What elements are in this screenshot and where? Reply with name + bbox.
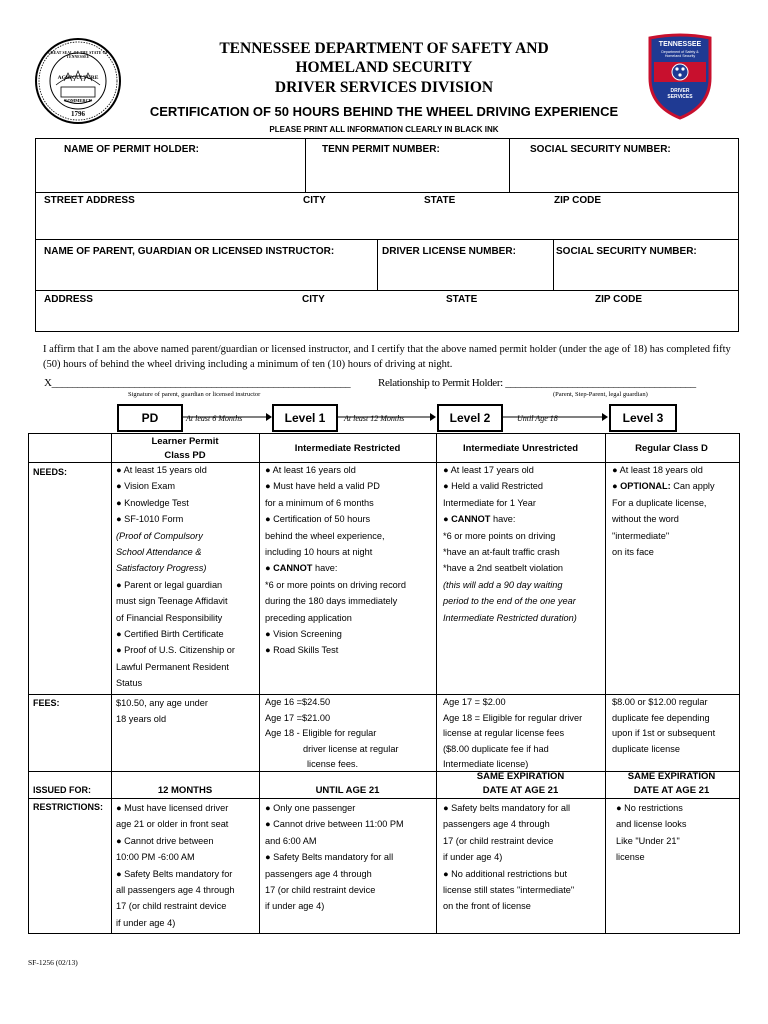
header-line-2: HOMELAND SECURITY [295,59,473,76]
arrow-label-1: At least 6 Months [186,414,243,423]
fees-intermediate-unrestricted: Age 17 = $2.00 Age 18 = Eligible for regular driver license at regular license fees ($8.00 duplicate fee if had Intermediate license) [443,697,583,769]
issued-learner-permit: 12 MONTHS [157,785,213,796]
ssn-field-2[interactable]: SOCIAL SECURITY NUMBER: [556,246,697,257]
header-regular-class-d: Regular Class D [635,443,708,454]
row-label-fees: FEES: [33,698,60,708]
tenn-permit-number-field[interactable]: TENN PERMIT NUMBER: [322,144,440,155]
zip-field-1[interactable]: ZIP CODE [554,195,602,206]
relationship-caption: (Parent, Step-Parent, legal guardian) [553,391,648,398]
restrictions-regular-class-d: ● No restrictions and license looks Like "Under 21" license [616,803,687,863]
seal-center-text: AGRICULTURE [57,75,99,81]
address-field[interactable]: ADDRESS [44,294,93,305]
header-line-3: DRIVER SERVICES DIVISION [274,79,494,96]
city-field-1[interactable]: CITY [303,195,326,206]
restrictions-intermediate-unrestricted: ● Safety belts mandatory for all passengers age 4 through 17 (or child restraint device if under age 4) ● No additional restrictions but license still states "intermediate" on the front of license [443,803,575,912]
fees-intermediate-restricted: Age 16 =$24.50 Age 17 =$21.00 Age 18 - Eligible for regular driver license at regular license fees. [265,697,399,769]
level-3-box: Level 3 [609,404,677,432]
affirmation-text: I affirm that I am the above named parent/guardian or licensed instructor, and I certify that the above named permit holder (under the age of 18) has completed fifty (50) hours of behind the wheel driving including a minimum of ten (10) hours of driving at night. [43,344,731,370]
badge-subtitle: Department of Safety & Homeland Security [661,50,699,59]
restrictions-learner-permit: ● Must have licensed driver age 21 or older in front seat ● Cannot drive between 10:00 PM -6:00 AM ● Safety Belts mandatory for all passengers age 4 through 17 (or child restraint device if under age 4) [116,803,235,928]
zip-field-2[interactable]: ZIP CODE [595,294,643,305]
needs-intermediate-restricted: ● At least 16 years old ● Must have held a valid PD for a minimum of 6 months ● Certification of 50 hours behind the wheel experience, including 10 hours at night ● CANNOT have: *6 or more points on driving record during the 180 days immediately preceding application ● Vision Screening ● Road Skills Test [265,465,406,656]
print-instruction: PLEASE PRINT ALL INFORMATION CLEARLY IN BLACK INK [269,125,499,134]
form-number: SF-1256 (02/13) [28,958,78,967]
needs-regular-class-d: ● At least 18 years old ● OPTIONAL: Can apply For a duplicate license, without the word "intermediate" on its face [612,465,715,558]
header-intermediate-unrestricted: Intermediate Unrestricted [462,443,579,454]
seal-bottom-text: COMMERCE [64,98,92,103]
fees-learner-permit: $10.50, any age under 18 years old [116,698,208,725]
row-label-restrictions: RESTRICTIONS: [33,802,104,812]
seal-year: 1796 [71,110,85,118]
restrictions-intermediate-restricted: ● Only one passenger ● Cannot drive between 11:00 PM and 6:00 AM ● Safety Belts mandatory for all passengers age 4 through 17 (or child restraint device if under age 4) [265,803,404,912]
row-label-needs: NEEDS: [33,467,68,477]
relationship-field[interactable]: Relationship to Permit Holder: _____________________________________ [378,377,696,389]
parent-name-field[interactable]: NAME OF PARENT, GUARDIAN OR LICENSED INSTRUCTOR: [44,246,335,257]
header-intermediate-restricted: Intermediate Restricted [294,443,401,454]
issued-regular-class-d: SAME EXPIRATION DATE AT AGE 21 [627,771,716,796]
signature-line[interactable]: X__________________________________________________________ [44,377,351,389]
arrow-label-2: At least 12 Months [344,414,405,423]
permit-holder-name-field[interactable]: NAME OF PERMIT HOLDER: [64,144,199,155]
signature-caption: Signature of parent, guardian or licensed instructor [128,391,261,398]
header-line-1: TENNESSEE DEPARTMENT OF SAFETY AND [219,40,549,57]
arrow-label-3: Until Age 18 [517,414,558,423]
header-learner-permit: Learner Permit Class PD [151,436,219,461]
badge-title: TENNESSEE [658,41,702,48]
seal-ring-text: GREAT SEAL OF THE STATE OF TENNESSEE [48,51,108,59]
issued-intermediate-unrestricted: SAME EXPIRATION DATE AT AGE 21 [476,771,565,796]
level-pd-box: PD [117,404,183,432]
state-field-1[interactable]: STATE [424,195,456,206]
needs-intermediate-unrestricted: ● At least 17 years old ● Held a valid Restricted Intermediate for 1 Year ● CANNOT have: *6 or more points on driving *have an at-fault traffic crash *have a 2nd seatbelt violation (this will add a 90 day waiting period to the end of the one year Intermediate Restricted duration) [443,465,577,623]
level-2-box: Level 2 [437,404,503,432]
form-subtitle: CERTIFICATION OF 50 HOURS BEHIND THE WHEEL DRIVING EXPERIENCE [149,104,619,119]
driver-license-number-field[interactable]: DRIVER LICENSE NUMBER: [382,246,516,257]
level-1-box: Level 1 [272,404,338,432]
ssn-field-1[interactable]: SOCIAL SECURITY NUMBER: [530,144,671,155]
street-address-field[interactable]: STREET ADDRESS [44,195,135,206]
issued-intermediate-restricted: UNTIL AGE 21 [315,785,380,796]
badge-bottom: DRIVER SERVICES [667,88,693,100]
city-field-2[interactable]: CITY [302,294,325,305]
row-label-issued-for: ISSUED FOR: [33,785,92,795]
state-field-2[interactable]: STATE [446,294,478,305]
fees-regular-class-d: $8.00 or $12.00 regular duplicate fee depending upon if 1st or subsequent duplicate license [612,697,716,754]
needs-learner-permit: ● At least 15 years old ● Vision Exam ● Knowledge Test ● SF-1010 Form (Proof of Compulsory School Attendance & Satisfactory Progress) ● Parent or legal guardian must sign Teenage Affidavit of Financial Responsibility ● Certified Birth Certificate ● Proof of U.S. Citizenship or Lawful Permanent Resident Status [116,465,235,689]
